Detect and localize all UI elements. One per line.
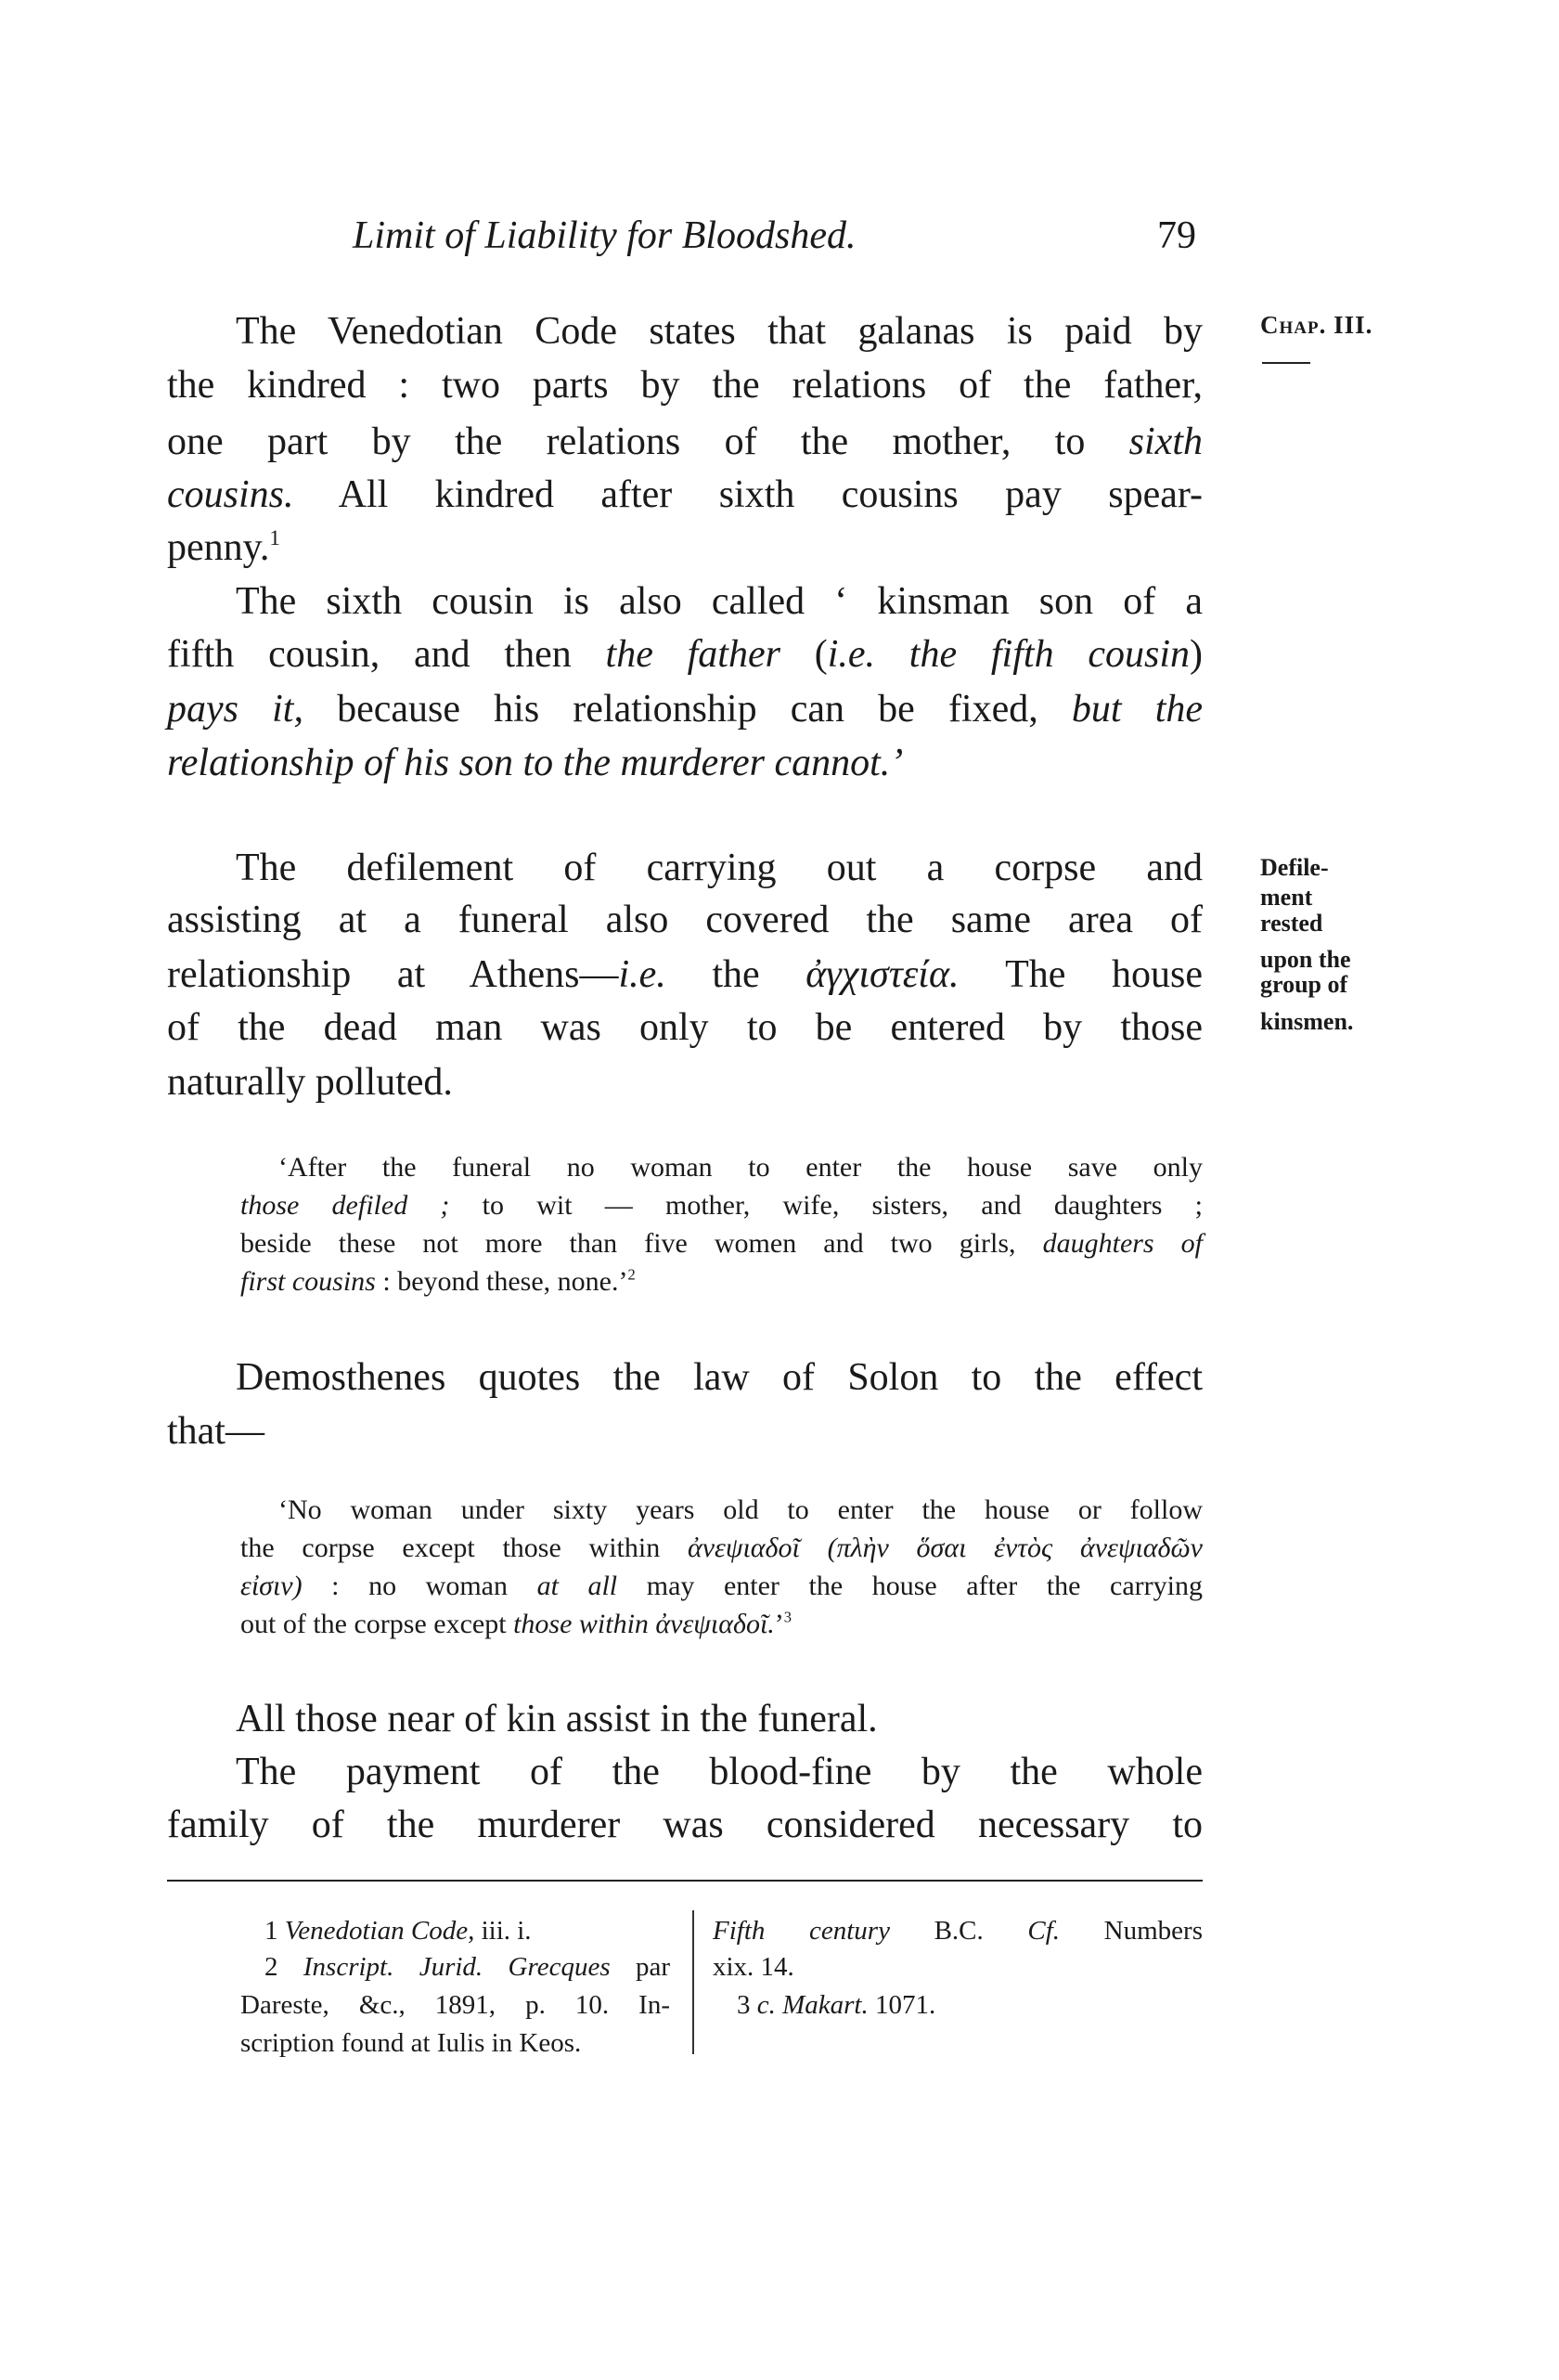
text-run: penny. [167, 526, 270, 569]
text-run: : beyond these, none.’ [375, 1266, 628, 1297]
text-run: i.e. the fifth cousin [827, 633, 1190, 676]
text-run: but the [1071, 688, 1204, 731]
text-run: pays it, [167, 688, 303, 731]
text-run: Numbers [1060, 1916, 1203, 1946]
margin-note-line: ment [1260, 884, 1313, 911]
body-line [240, 1494, 1203, 1527]
text-run: those defiled ; [240, 1190, 450, 1221]
text-run: The house [959, 953, 1203, 996]
text-run: the [665, 953, 806, 996]
body-line [167, 524, 1203, 571]
footnote-column-divider [692, 1910, 694, 2054]
text-run: i.e. [618, 953, 666, 996]
body-line [167, 472, 1203, 518]
text-run: Venedotian Code, [284, 1916, 475, 1946]
text-run: the father [605, 633, 780, 676]
body-line [167, 362, 1203, 408]
body-line [167, 308, 1203, 355]
margin-note-line: rested [1260, 910, 1323, 937]
body-line [167, 951, 1203, 998]
body-line [240, 1532, 1203, 1565]
text-run: ἀγχιστεία. [805, 953, 960, 996]
body-line [167, 1696, 1203, 1742]
footnote-ref: 1 [269, 524, 280, 550]
footnote-line [240, 1914, 670, 1947]
body-line [167, 1354, 1203, 1401]
footnote-line [240, 1988, 670, 2022]
text-run: those within ἀνεψιαδοῖ. [513, 1609, 775, 1639]
text-run: εἰσιν) [240, 1571, 303, 1601]
text-run: The Venedotian Code states that galanas is paid by [236, 310, 1203, 353]
text-run: the kindred : two parts by the relations of the father, [167, 364, 1203, 407]
footnote-ref: 2 [627, 1265, 636, 1284]
margin-note-line: Defile- [1260, 854, 1329, 881]
chapter-marker: Chap. III. [1260, 311, 1373, 339]
body-line [167, 1749, 1203, 1795]
text-run: ἀνεψιαδοῖ (πλὴν ὅσαι ἐντὸς ἀνεψιαδῶν [687, 1533, 1203, 1563]
text-run: par [610, 1952, 671, 1982]
text-run: The sixth cousin is also called ‘ kinsman son of a [236, 580, 1203, 623]
margin-note-line: upon the [1260, 946, 1351, 973]
text-run: assisting at a funeral also covered the same area of [167, 899, 1203, 941]
footnote-line [240, 1950, 670, 1984]
text-run: : no woman [302, 1571, 537, 1601]
body-line [167, 686, 1203, 732]
text-run: ‘After the funeral no woman to enter the house save only [278, 1152, 1203, 1183]
text-run: 3 [737, 1990, 757, 2020]
text-run: out of the corpse except [240, 1609, 514, 1639]
text-run: 1071. [868, 1990, 936, 2020]
text-run: ) [1190, 633, 1203, 676]
body-line [240, 1570, 1203, 1603]
text-run: relationship at Athens— [167, 953, 619, 996]
body-line [167, 740, 1203, 786]
chapter-rule [1262, 362, 1310, 364]
body-line [167, 845, 1203, 891]
text-run: scription found at Iulis in Keos. [240, 2028, 582, 2058]
text-run: ’ [774, 1609, 784, 1639]
text-run: at all [536, 1571, 618, 1601]
text-run: relationship of his son to the murderer cannot.’ [167, 742, 904, 784]
footnote-ref: 3 [783, 1608, 792, 1626]
running-header: Limit of Liability for Bloodshed. [353, 214, 857, 257]
text-run: The defilement of carrying out a corpse and [236, 847, 1203, 889]
text-run: All kindred after sixth cousins pay spear- [293, 473, 1203, 516]
footnote-line [713, 1988, 1203, 2022]
text-run: one part by the relations of the mother, to [167, 420, 1129, 463]
footnote-rule [167, 1880, 1203, 1882]
text-run: ( [780, 633, 828, 676]
text-run: iii. i. [474, 1916, 532, 1946]
body-line [167, 1004, 1203, 1051]
text-run: 1 [264, 1916, 285, 1946]
body-line [240, 1151, 1203, 1184]
text-run: naturally polluted. [167, 1061, 453, 1104]
text-run: may enter the house after the carrying [617, 1571, 1203, 1601]
body-line [167, 1408, 1203, 1455]
text-run: family of the murderer was considered necessary to [167, 1804, 1203, 1846]
body-line [240, 1265, 1203, 1299]
text-run: cousins. [167, 473, 294, 516]
text-run: daughters of [1042, 1228, 1204, 1259]
footnote-line [713, 1950, 1203, 1984]
body-line [167, 897, 1203, 943]
text-run: ‘No woman under sixty years old to enter the house or follow [278, 1494, 1203, 1525]
footnote-line [240, 2026, 670, 2060]
margin-note-line: group of [1260, 971, 1348, 998]
body-line [167, 1802, 1203, 1848]
text-run: beside these not more than five women and two girls, [240, 1228, 1043, 1259]
text-run: Inscript. Jurid. Grecques [303, 1952, 611, 1982]
text-run: Dareste, &c., 1891, p. 10. In- [240, 1990, 670, 2020]
text-run: xix. 14. [713, 1952, 794, 1982]
text-run: of the dead man was only to be entered by those [167, 1006, 1203, 1049]
body-line [167, 1059, 1203, 1106]
text-run: the corpse except those within [240, 1533, 688, 1563]
text-run: The payment of the blood-fine by the whole [236, 1751, 1203, 1793]
text-run: to wit — mother, wife, sisters, and daughters ; [449, 1190, 1204, 1221]
page-number: 79 [1157, 214, 1196, 257]
body-line [240, 1608, 1203, 1641]
text-run: that— [167, 1410, 264, 1453]
text-run: sixth [1128, 420, 1203, 463]
text-run: 2 [264, 1952, 303, 1982]
body-line [240, 1189, 1203, 1222]
body-line [240, 1227, 1203, 1261]
text-run: All those near of kin assist in the funeral. [236, 1698, 878, 1740]
margin-note-line: kinsmen. [1260, 1008, 1354, 1035]
text-run: B.C. [889, 1916, 1028, 1946]
text-run: Demosthenes quotes the law of Solon to the effect [236, 1356, 1203, 1399]
text-run: first cousins [240, 1266, 376, 1297]
text-run: because his relationship can be fixed, [303, 688, 1072, 731]
body-line [167, 631, 1203, 678]
text-run: fifth cousin, and then [167, 633, 606, 676]
text-run: Cf. [1027, 1916, 1061, 1946]
footnote-line [713, 1914, 1203, 1947]
text-run: Fifth century [713, 1916, 890, 1946]
body-line [167, 578, 1203, 625]
text-run: c. Makart. [756, 1990, 869, 2020]
body-line [167, 419, 1203, 465]
